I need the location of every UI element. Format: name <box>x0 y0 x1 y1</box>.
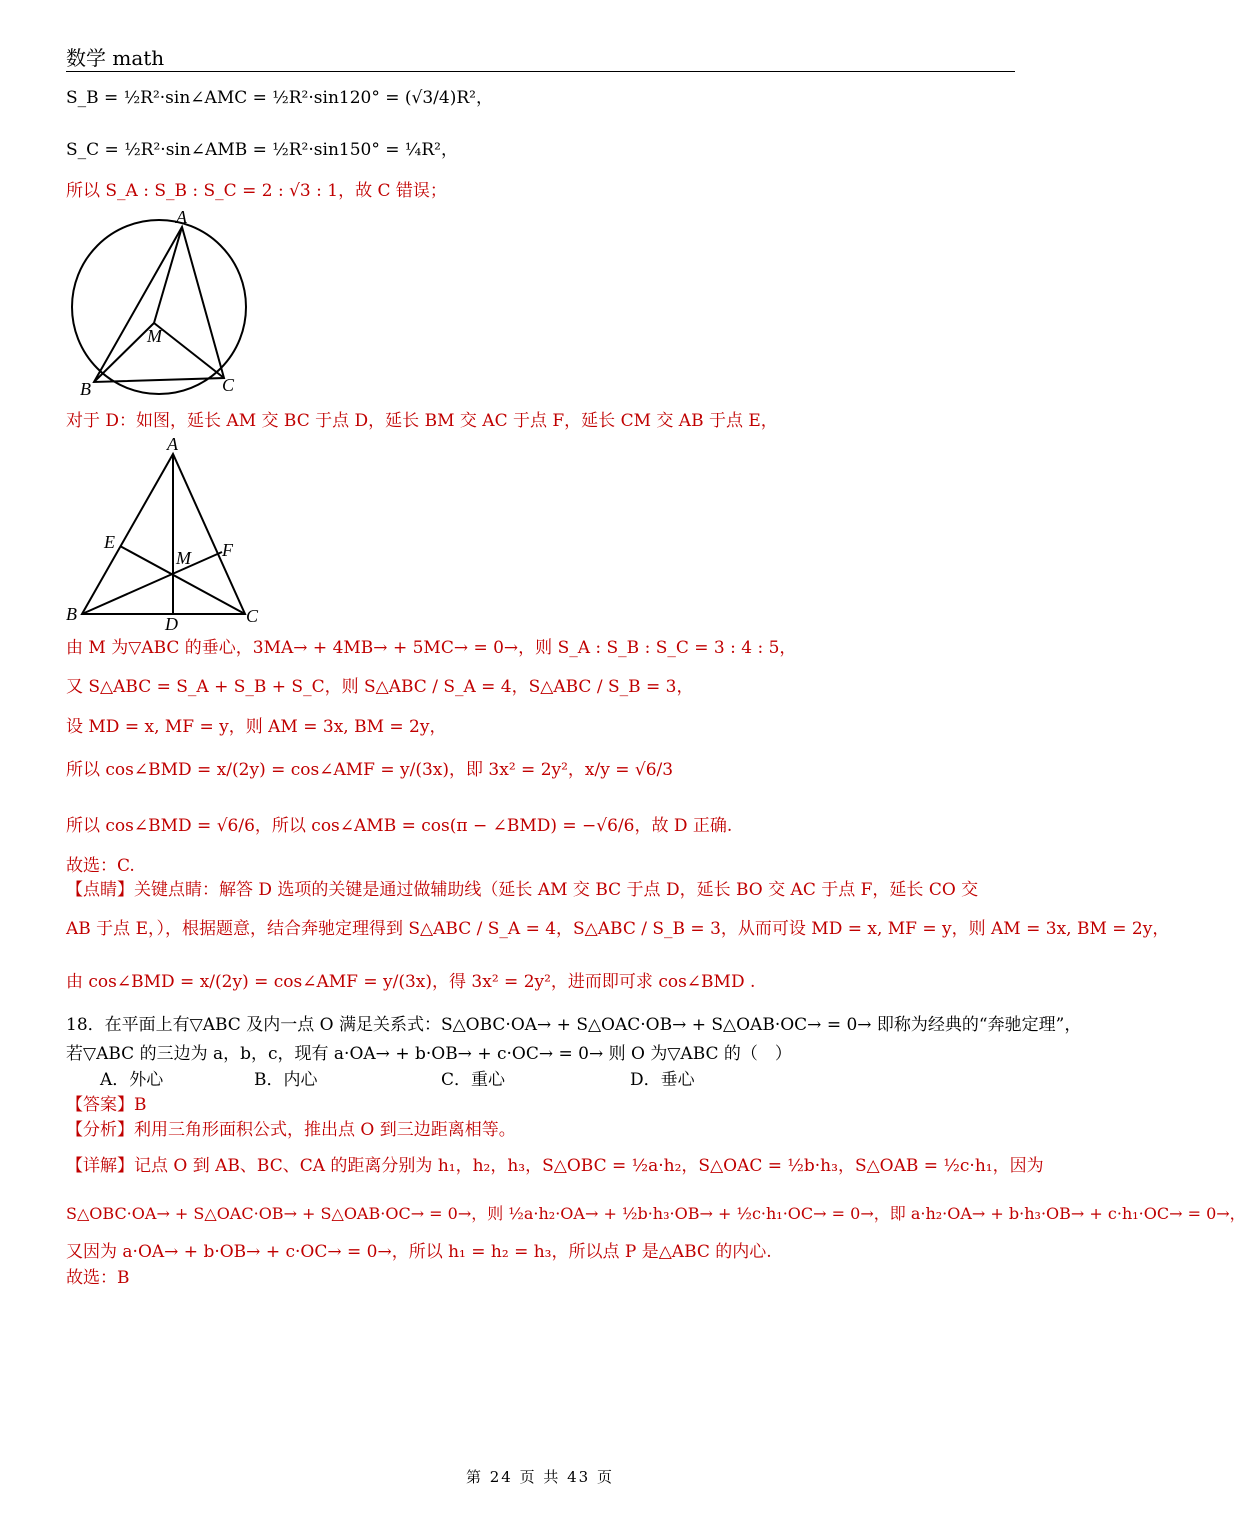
point-label: M <box>176 548 191 568</box>
detail-line: 【详解】记点 O 到 AB、BC、CA 的距离分别为 h₁，h₂，h₃，S△OBC = ½a·h₂，S△OAC = ½b·h₃，S△OAB = ½c·h₁，因为 <box>66 1156 1044 1176</box>
text-line: 故选：C. <box>66 856 135 876</box>
analysis-line: 【分析】利用三角形面积公式，推出点 O 到三边距离相等。 <box>66 1120 516 1140</box>
question-stem: 18．在平面上有▽ABC 及内一点 O 满足关系式：S△OBC·OA→ + S△OAC·OB→ + S△OAB·OC→ = 0→ 即称为经典的“奔驰定理”， <box>66 1015 1082 1035</box>
point-label: C <box>222 375 235 395</box>
point-label: F <box>222 540 233 560</box>
choice-a: A．外心 <box>100 1070 164 1090</box>
point-label: D <box>165 614 178 634</box>
text-line: 又 S△ABC = S_A + S_B + S_C，则 S△ABC / S_A = 4，S△ABC / S_B = 3， <box>66 677 694 697</box>
page-header: 数学 math <box>66 46 165 70</box>
detail-line: 故选：B <box>66 1268 130 1288</box>
text-line: 由 cos∠BMD = x/(2y) = cos∠AMF = y/(3x)，得 3x² = 2y²，进而即可求 cos∠BMD . <box>66 972 756 992</box>
text-line: S_B = ½R²·sin∠AMC = ½R²·sin120° = (√3/4)R²， <box>66 88 493 108</box>
point-label: E <box>104 532 115 552</box>
point-label: B <box>66 604 77 624</box>
figure-circle-triangle <box>62 205 262 405</box>
point-label: M <box>147 326 162 346</box>
text-line: 所以 cos∠BMD = x/(2y) = cos∠AMF = y/(3x)，即 3x² = 2y²，x/y = √6/3 <box>66 760 674 780</box>
choice-b: B．内心 <box>254 1070 318 1090</box>
text-line: 所以 S_A : S_B : S_C = 2 : √3 : 1，故 C 错误； <box>66 181 447 201</box>
text-line: 由 M 为▽ABC 的垂心，3MA→ + 4MB→ + 5MC→ = 0→，则 S_A : S_B : S_C = 3 : 4 : 5， <box>66 638 797 658</box>
figure-triangle-cevians <box>62 432 272 632</box>
text-line: 设 MD = x, MF = y，则 AM = 3x, BM = 2y， <box>66 717 447 737</box>
point-label: A <box>167 434 178 454</box>
text-line: AB 于点 E，），根据题意，结合奔驰定理得到 S△ABC / S_A = 4，S△ABC / S_B = 3，从而可设 MD = x, MF = y，则 AM = 3x, BM = 2y， <box>66 919 1170 939</box>
answer-line: 【答案】B <box>66 1095 147 1115</box>
point-label: C <box>246 606 259 626</box>
header-rule <box>66 71 1015 72</box>
detail-line: 又因为 a·OA→ + b·OB→ + c·OC→ = 0→，所以 h₁ = h₂ = h₃，所以点 P 是△ABC 的内心. <box>66 1242 772 1262</box>
choice-c: C．重心 <box>441 1070 506 1090</box>
point-label: A <box>176 207 187 227</box>
text-line: S_C = ½R²·sin∠AMB = ½R²·sin150° = ¼R²， <box>66 140 458 160</box>
text-line: 【点睛】关键点睛：解答 D 选项的关键是通过做辅助线（延长 AM 交 BC 于点 D，延长 BO 交 AC 于点 F，延长 CO 交 <box>66 880 979 900</box>
point-label: B <box>80 379 91 399</box>
text-line: 对于 D：如图，延长 AM 交 BC 于点 D，延长 BM 交 AC 于点 F，延长 CM 交 AB 于点 E， <box>66 411 778 431</box>
text-line: 所以 cos∠BMD = √6/6，所以 cos∠AMB = cos(π − ∠BMD) = −√6/6，故 D 正确. <box>66 816 733 836</box>
page-footer: 第 24 页 共 43 页 <box>465 1468 614 1486</box>
question-stem: 若▽ABC 的三边为 a，b，c，现有 a·OA→ + b·OB→ + c·OC→ = 0→ 则 O 为▽ABC 的（ ） <box>66 1044 792 1064</box>
detail-line: S△OBC·OA→ + S△OAC·OB→ + S△OAB·OC→ = 0→，则 ½a·h₂·OA→ + ½b·h₃·OB→ + ½c·h₁·OC→ = 0→，即 a·h₂·OA→ + b·h₃·OB→ + c·h₁·OC→ = 0→， <box>66 1204 1246 1223</box>
choice-d: D．垂心 <box>630 1070 695 1090</box>
